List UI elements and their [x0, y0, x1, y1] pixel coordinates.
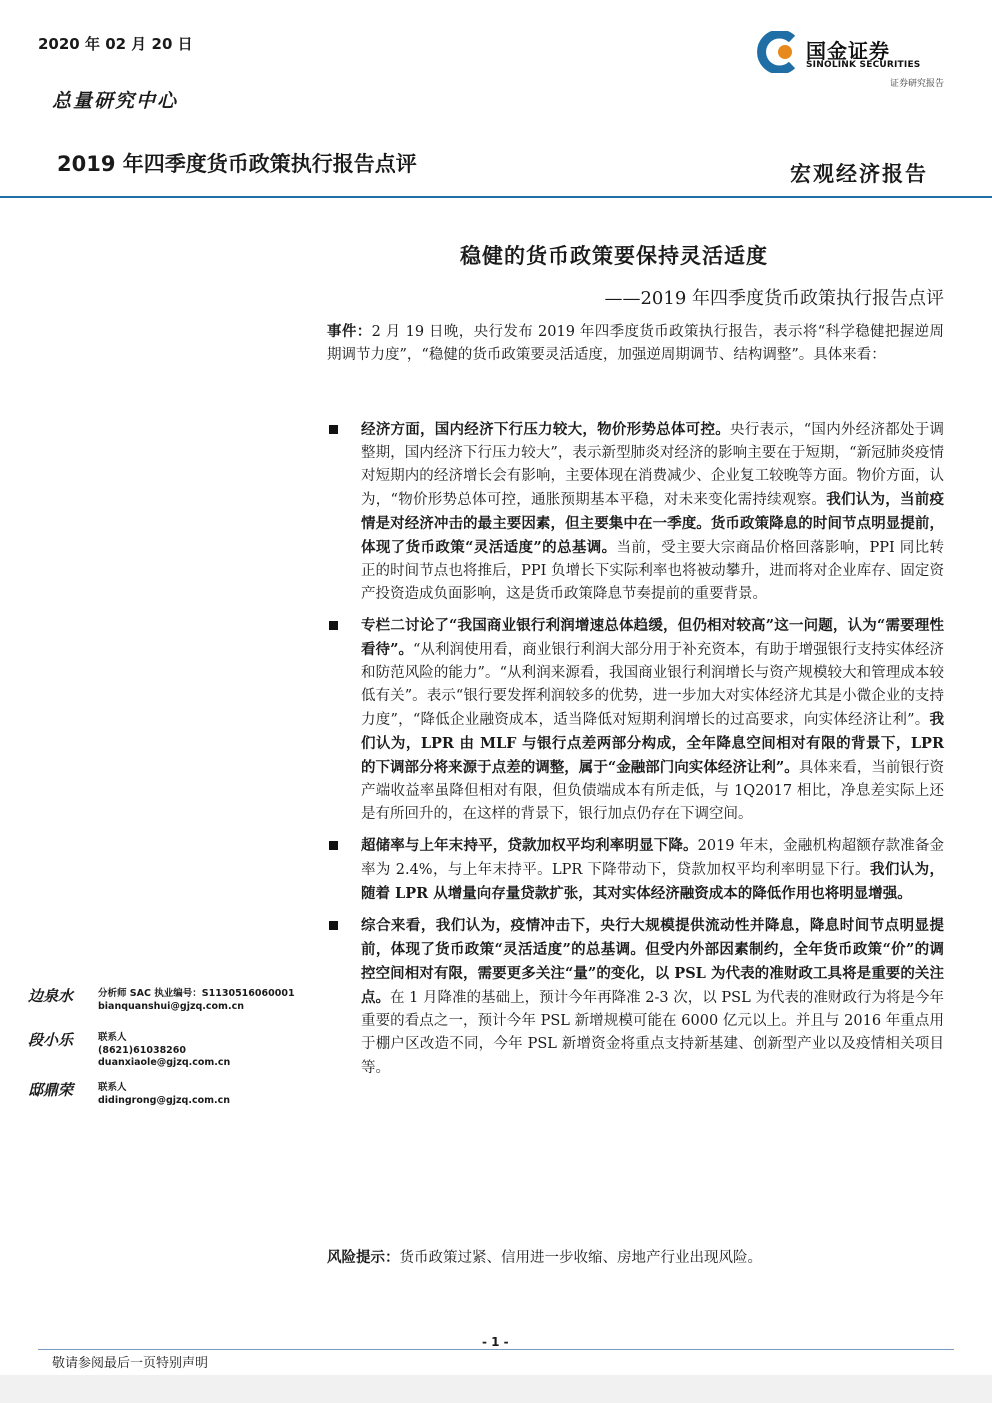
event-text: 2 月 19 日晚，央行发布 2019 年四季度货币政策执行报告，表示将“科学稳健把握逆周期调节力度”，“稳健的货币政策要灵活适度，加强逆周期调节、结构调整”。具体来看：: [327, 324, 944, 363]
bullet-text: “从利润使用看，商业银行利润大部分用于补充资本，有助于增强银行支持实体经济和防范风险的能力”。“从利润来源看，我国商业银行利润增长与资产规模较大和管理成本较低有关”。表示“银行要发挥利润较多的优势，进一步加大对实体经济尤其是小微企业的支持力度”，“降低企业融资成本，适当降低对短期利润增长的过高要求，向实体经济让利”。: [361, 642, 944, 728]
header-divider: [0, 196, 992, 198]
event-paragraph: [327, 320, 944, 367]
bullet-bold-text: 专栏二讨论了“我国商业银行利润增速总体趋缓，但仍相对较高”这一问题，认为“需要理性看待”。: [361, 617, 944, 658]
bullet-square-icon: [329, 921, 338, 930]
analyst-entry: [28, 985, 318, 1025]
bullet-bold-text: 我们认为，当前疫情是对经济冲击的最主要因素，但主要集中在一季度。货币政策降息的时间节点明显提前，体现了货币政策“灵活适度”的总基调。: [361, 491, 944, 556]
report-type: 宏观经济报告: [790, 161, 928, 186]
analyst-info: [98, 1032, 230, 1070]
page-number: - 1 -: [482, 1335, 509, 1349]
bullet-text: 当前，受主要大宗商品价格回落影响，PPI 同比转正的时间节点也将推后，PPI 负增长下实际利率也将被动攀升，进而将对企业库存、固定资产投资造成负面影响，这是货币政策降息节奏提前的重要背景。: [361, 540, 944, 602]
analyst-name: 邸鼎荣: [28, 1081, 74, 1099]
bullet-text: 具体来看，当前银行资产端收益率虽降但相对有限，但负债端成本有所走低，与 1Q2017 相比，净息差实际上还是有所回升的，在这样的背景下，银行加点仍存在下调空间。: [361, 760, 944, 822]
risk-text: 货币政策过紧、信用进一步收缩、房地产行业出现风险。: [399, 1250, 762, 1266]
bullet-bold-text: 我们认为，随着 LPR 从增量向存量贷款扩张，其对实体经济融资成本的降低作用也将明显增强。: [361, 861, 944, 902]
analyst-info: [98, 988, 295, 1013]
department-name: 总量研究中心: [52, 90, 179, 112]
analyst-entry: [28, 1029, 318, 1075]
sinolink-logo: [756, 29, 948, 89]
bullet-item-summary: [327, 914, 944, 1080]
footer-band: [0, 1375, 992, 1403]
bullet-bold-text: 经济方面，国内经济下行压力较大，物价形势总体可控。: [361, 421, 730, 438]
analyst-email[interactable]: didingrong@gjzq.com.cn: [98, 1094, 231, 1106]
bullet-list: [327, 418, 944, 1088]
sub-title: ——2019 年四季度货币政策执行报告点评: [604, 288, 944, 309]
footer-disclaimer: 敬请参阅最后一页特别声明: [52, 1356, 209, 1371]
logo-text-cn: 国金证券: [806, 39, 890, 63]
analyst-name: 段小乐: [28, 1031, 74, 1049]
bullet-text: 在 1 月降准的基础上，预计今年再降准 2-3 次，以 PSL 为代表的准财政行为将是今年重要的看点之一，预计今年 PSL 新增规模可能在 6000 亿元以上。并且与 2016 年重点用于棚户区改造不同，今年 PSL 新增资金将重点支持新基建、创新型产业以及疫情相关项目等。: [361, 990, 945, 1076]
risk-warning: [327, 1246, 944, 1270]
analyst-entry: [28, 1079, 318, 1119]
bullet-item-economy: [327, 418, 944, 606]
analyst-phone: (8621)61038260: [98, 1044, 187, 1056]
bullet-square-icon: [329, 425, 338, 434]
analyst-name: 边泉水: [28, 987, 74, 1005]
logo-subtitle: 证券研究报告: [889, 79, 944, 89]
bullet-text: 央行表示，“国内外经济都处于调整期，国内经济下行压力较大”，表示新型肺炎对经济的影响主要在于短期，“新冠肺炎疫情对短期内的经济增长会有影响，主要体现在消费减少、企业复工较晚等方面。物价方面，认为，“物价形势总体可控，通胀预期基本平稳，对未来变化需持续观察。: [361, 422, 944, 508]
report-date: 2020 年 02 月 20 日: [38, 35, 193, 53]
analyst-info: [98, 1082, 230, 1107]
bullet-text: 2019 年末，金融机构超额存款准备金率为 2.4%，与上年末持平。LPR 下降带动下，贷款加权平均利率明显下行。: [361, 838, 945, 878]
report-title: 2019 年四季度货币政策执行报告点评: [57, 152, 417, 176]
analyst-list: [28, 985, 318, 1123]
risk-label: 风险提示：: [327, 1249, 400, 1266]
bullet-bold-text: 超储率与上年末持平，贷款加权平均利率明显下降。: [361, 837, 698, 854]
logo-text-en: SINOLINK SECURITIES: [806, 60, 921, 70]
bullet-square-icon: [329, 841, 338, 850]
sinolink-logo-icon: [756, 31, 798, 73]
event-label: 事件：: [327, 323, 372, 340]
analyst-info-line: 联系人: [98, 1082, 127, 1093]
bullet-bold-text: 综合来看，我们认为，疫情冲击下，央行大规模提供流动性并降息，降息时间节点明显提前，体现了货币政策“灵活适度”的总基调。但受内外部因素制约，全年货币政策“价”的调控空间相对有限，需要更多关注“量”的变化，以 PSL 为代表的准财政工具将是重要的关注点。: [361, 917, 944, 1006]
bullet-bold-text: 我们认为，LPR 由 MLF 与银行点差两部分构成，全年降息空间相对有限的背景下，LPR 的下调部分将来源于点差的调整，属于“金融部门向实体经济让利”。: [361, 711, 944, 776]
footer-divider: [38, 1349, 954, 1350]
bullet-item-bank-profit: [327, 614, 944, 826]
analyst-email[interactable]: bianquanshui@gjzq.com.cn: [98, 1000, 244, 1012]
bullet-item-reserve-ratio: [327, 834, 944, 906]
analyst-email[interactable]: duanxiaole@gjzq.com.cn: [98, 1057, 231, 1068]
analyst-info-line: 联系人: [98, 1032, 127, 1043]
bullet-square-icon: [329, 621, 338, 630]
analyst-info-line: 分析师 SAC 执业编号：S1130516060001: [98, 988, 295, 999]
main-title: 稳健的货币政策要保持灵活适度: [460, 243, 768, 268]
